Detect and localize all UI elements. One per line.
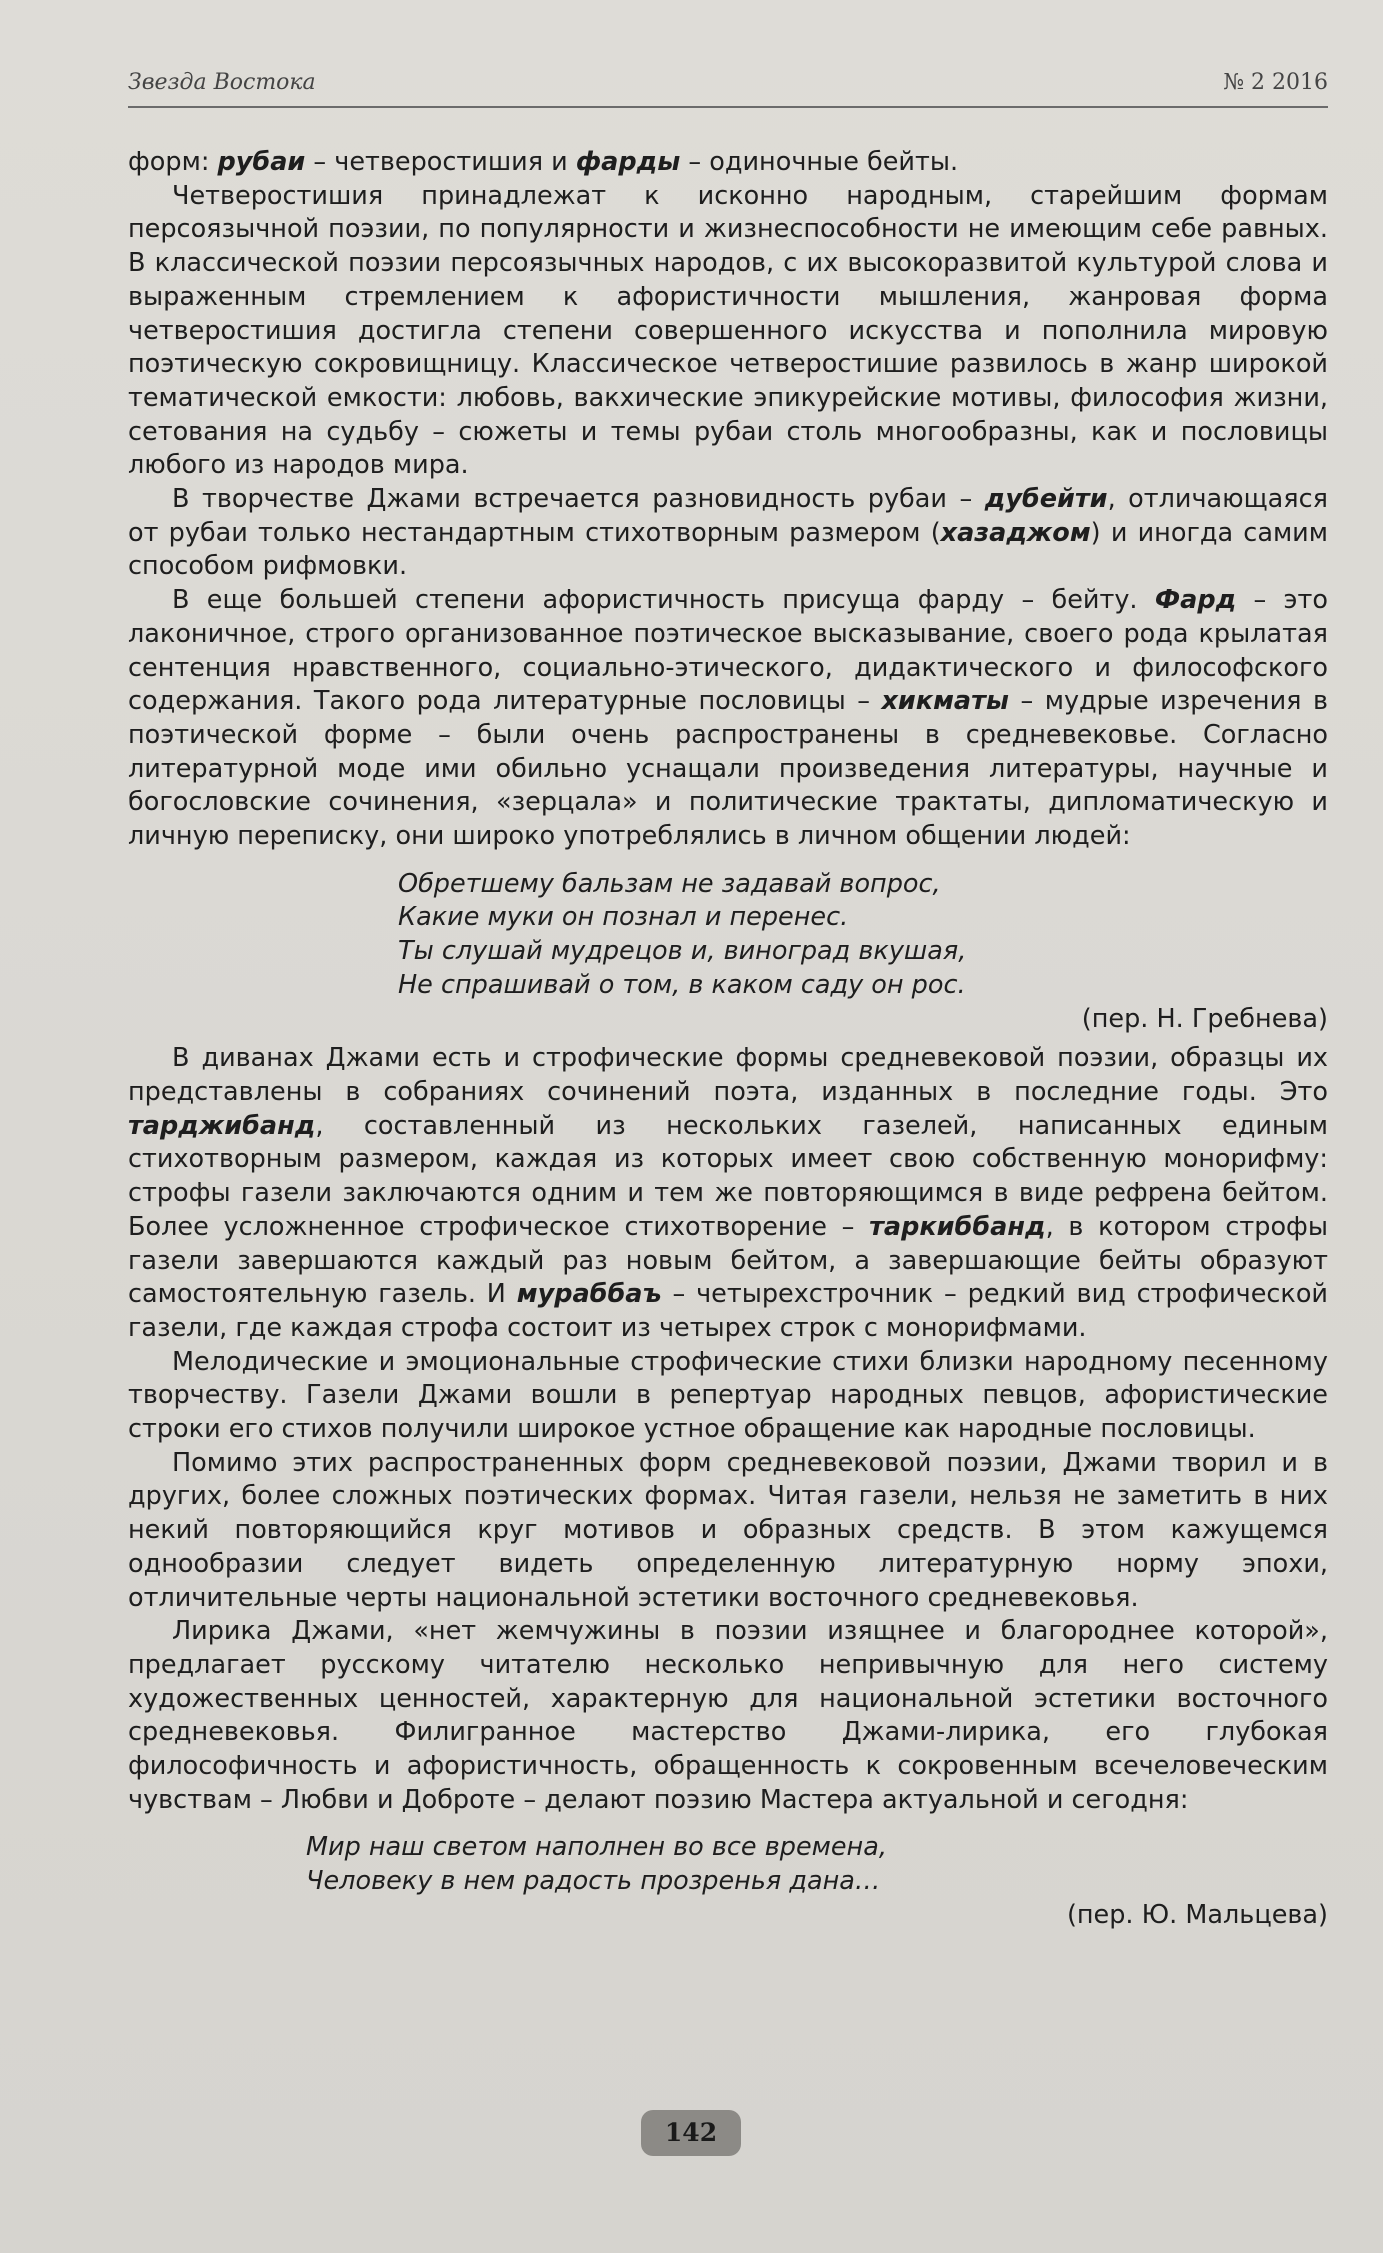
paragraph-5 [128,1042,1328,1345]
text-run: , в котором строфы газели завершаются каждый раз новым бейтом, а завершающие бейты образуют самостоятельную газель. И [128,1211,1328,1310]
term-rubai: рубаи [217,147,306,177]
text-run: – мудрые изречения в поэтической форме – были очень распространены в средневековье. Согласно литературной моде ими обильно уснащали произведения литературы, научные и богословские сочинения, «зерцала» и политические трактаты, дипломатическую и личную переписку, они широко употреблялись в личном общении людей: [128,686,1329,852]
text-run: – четырехстрочник – редкий вид строфической газели, где каждая строфа состоит из четырех строк с монорифмами. [128,1279,1329,1343]
text-run: В диванах Джами есть и строфические формы средневековой поэзии, образцы их представлены в собраниях сочинений поэта, изданных в последние годы. Это [128,1043,1328,1107]
term-fard: Фард [1154,585,1237,616]
paragraph-3 [128,483,1328,584]
poem-quote-2 [128,1831,1328,1898]
running-head [128,70,1328,104]
term-tarkibband: таркиббанд [869,1211,1046,1242]
text-run: В еще большей степени афористичность присуща фарду – бейту. [172,585,1155,616]
text-run: – одиночные бейты. [680,147,959,177]
poem-line: Человеку в нем радость прозренья дана… [306,1866,881,1897]
paragraph-8: Лирика Джами, «нет жемчужины в поэзии изящнее и благороднее которой», предлагает русскому читателю несколько непривычную для него систему художественных ценностей, характерную для национальной эстетики восточного средневековья. Филигранное мастерство Джами-лирика, его глубокая философичность и афористичность, обращенность к сокровенным всечеловеческим чувствам – Любви и Доброте – делают поэзию Мастера актуальной и сегодня: [128,1616,1328,1815]
paragraph-6: Мелодические и эмоциональные строфические стихи близки народному песенному творчеству. Газели Джами вошли в репертуар народных певцов, афористические строки его стихов получили широкое устное обращение как народные пословицы. [128,1346,1328,1445]
term-tardzhiband: тарджибанд [128,1110,316,1141]
translator-credit-1: (пер. Н. Гребнева) [1081,1003,1328,1034]
article-body [128,146,1328,1939]
term-khazadzh: хазаджом [940,517,1091,548]
term-murabba: мураббаъ [516,1279,662,1310]
paragraph-7: Помимо этих распространенных форм средневековой поэзии, Джами творил и в других, более сложных поэтических формах. Читая газели, нельзя не заметить в них некий повторяющийся круг мотивов и образных средств. В этом кажущемся однообразии следует видеть определенную литературную норму эпохи, отличительные черты национальной эстетики восточного средневековья. [128,1447,1328,1613]
poem-line: Ты слушай мудрецов и, виноград вкушая, [398,936,967,967]
text-run: , составленный из нескольких газелей, написанных единым стихотворным размером, каждая из которых имеет свою собственную монорифму: строфы газели заключаются одним и тем же повторяющимся в виде рефрена бейтом. Более усложненное строфическое стихотворение – [128,1110,1328,1242]
text-run: В творчестве Джами встречается разновидность рубаи – [172,484,985,515]
poem-line: Какие муки он познал и перенес. [398,902,849,933]
issue-number: № 2 2016 [1223,70,1328,95]
poem-line: Не спрашивай о том, в каком саду он рос. [398,969,966,1000]
text-run: форм: [128,147,218,177]
page-number: 142 [641,2110,741,2156]
text-run: , отличающаяся от рубаи только нестандартным стихотворным размером ( [128,484,1328,548]
poem-quote-1 [128,868,1328,1003]
poem-line: Обретшему бальзам не задавай вопрос, [398,868,941,899]
term-fardy: фарды [575,147,681,177]
translator-credit-2: (пер. Ю. Мальцева) [1066,1899,1328,1930]
term-khikmaty: хикматы [881,686,1009,717]
header-rule [128,106,1328,108]
text-run: – четверостишия и [305,147,576,177]
paragraph-1 [128,146,1328,180]
poem-line: Мир наш светом наполнен во все времена, [306,1832,887,1863]
term-dubeiti: дубейти [984,484,1108,515]
text-run: ) и иногда самим способом рифмовки. [128,517,1328,582]
text-run: – это лаконичное, строго организованное поэтическое высказывание, своего рода крылатая сентенция нравственного, социально-этического, дидактического и философского содержания. Такого рода литературные пословицы – [128,585,1328,717]
journal-title: Звезда Востока [128,70,316,95]
paragraph-4 [128,584,1328,854]
paragraph-2: Четверостишия принадлежат к исконно народным, старейшим формам персоязычной поэзии, по популярности и жизнеспособности не имеющим себе равных. В классической поэзии персоязычных народов, с их высокоразвитой культурой слова и выраженным стремлением к афористичности мышления, жанровая форма четверостишия достигла степени совершенного искусства и пополнила мировую поэтическую сокровищницу. Классическое четверостишие развилось в жанр широкой тематической емкости: любовь, вакхические эпикурейские мотивы, философия жизни, сетования на судьбу – сюжеты и темы рубаи столь многообразны, как и пословицы любого из народов мира. [128,180,1328,481]
